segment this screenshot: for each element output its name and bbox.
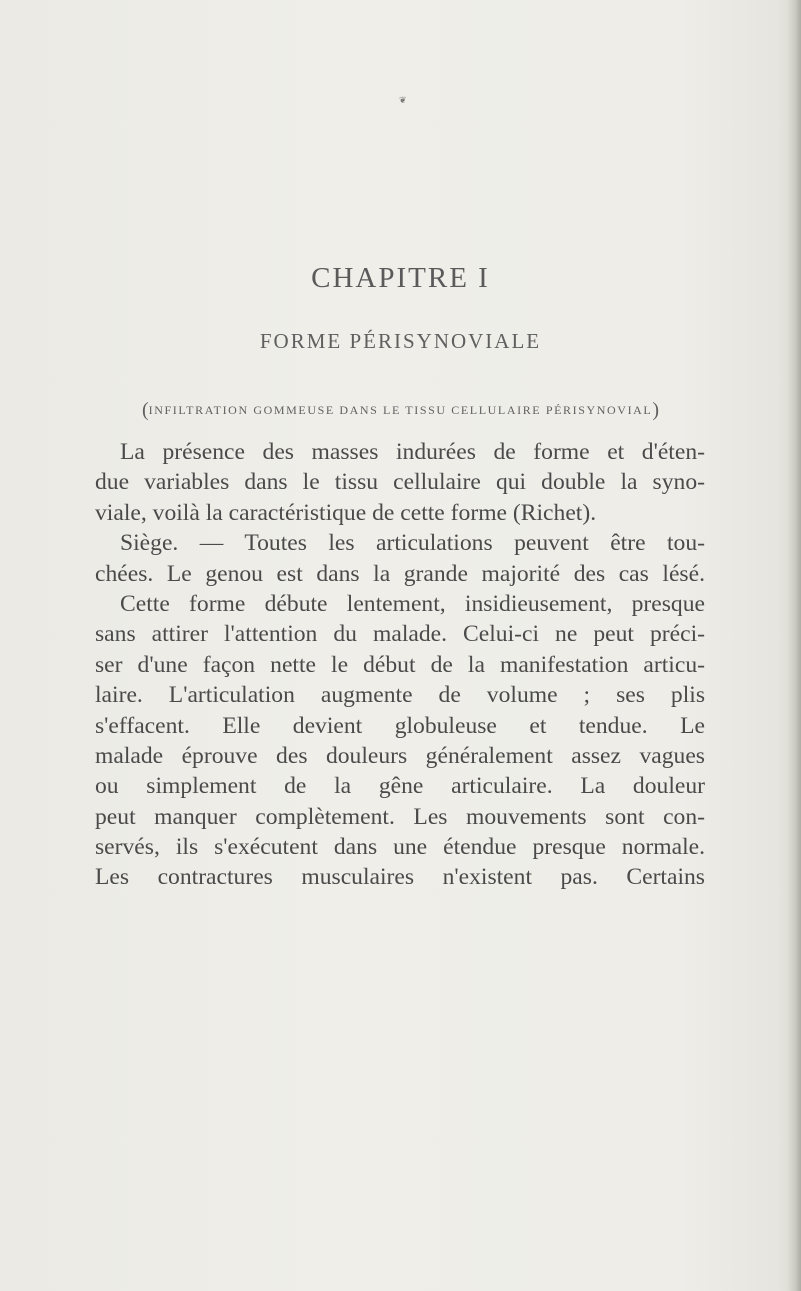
text-line: Cette forme débute lentement, insidieusement, presque (120, 590, 705, 617)
fleuron-ornament: ❦ (399, 96, 407, 106)
section-subtitle (0, 401, 801, 419)
text-line: Les contractures musculaires n'existent pas. Certains (95, 864, 705, 891)
text-line: s'effacent. Elle devient globuleuse et tendue. Le (95, 712, 705, 739)
body-paragraph (95, 437, 705, 893)
text-line: Siège. — Toutes les articulations peuvent être tou- (120, 530, 705, 557)
text-line: due variables dans le tissu cellulaire qui double la syno- (95, 469, 705, 496)
subtitle-text: INFILTRATION GOMMEUSE DANS LE TISSU CELLULAIRE PÉRISYNOVIAL (148, 403, 653, 417)
text-line: servés, ils s'exécutent dans une étendue presque normale. (95, 834, 705, 861)
text-line: sans attirer l'attention du malade. Celui-ci ne peut préci- (95, 621, 705, 648)
text-line: ser d'une façon nette le début de la manifestation articu- (95, 651, 705, 678)
subtitle-open-paren: ( (141, 399, 149, 421)
text-line: malade éprouve des douleurs généralement assez vagues (95, 742, 705, 769)
text-line: viale, voilà la caractéristique de cette forme (Richet). (95, 499, 597, 526)
section-title: FORME PÉRISYNOVIALE (259, 329, 542, 353)
chapter-heading: CHAPITRE I (311, 262, 490, 294)
text-line: peut manquer complètement. Les mouvements sont con- (95, 803, 705, 830)
text-line: ou simplement de la gêne articulaire. La douleur (95, 773, 705, 800)
text-line: La présence des masses indurées de forme et d'éten- (120, 439, 705, 465)
text-line: chées. Le genou est dans la grande majorité des cas lésé. (95, 560, 705, 587)
subtitle-close-paren: ) (652, 399, 660, 421)
text-line: laire. L'articulation augmente de volume ; ses plis (95, 682, 705, 709)
page-edge-shadow (787, 0, 801, 1291)
